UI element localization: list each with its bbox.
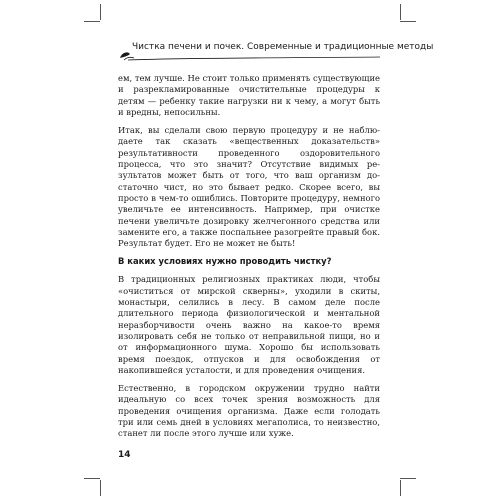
body-paragraph: Естественно, в городском окружении трудно найти идеальную со всех точек зрения возможность для проведения очищения организма. Даже если голодать три или семь дней в условиях мегаполиса, то неизвестно, станет ли после этого лучше или хуже.: [118, 383, 380, 439]
crop-mark: [400, 4, 401, 20]
crop-mark: [400, 480, 401, 496]
page-number: 14: [118, 450, 131, 460]
body-paragraph: В традиционных религиозных практиках люди, чтобы «очиститься от мирской скверны», уходили в скиты, монастыри, селились в лесу. В самом деле после длительного периода физиологической и ментальной неразборчивости очень важно на какое-то время изолировать себя не только от неправильной пищи, но и от информационного шума. Хорошо бы использовать время поездок, отпусков и для освобождения от накопившейся усталости, и для проведения очищения.: [118, 274, 380, 375]
crop-mark: [84, 478, 100, 479]
leaf-swirl-ornament-icon: [118, 48, 380, 62]
crop-mark: [84, 21, 100, 22]
crop-mark: [400, 21, 416, 22]
body-paragraph: Итак, вы сделали свою первую процедуру и не наблюдаете так сказать «вещественных доказательств» результативности проведенного оздоровительного процесса, что это значит? Отсутствие видимых результатов может быть от того, что ваш организм достаточно чист, но это бывает редко. Скорее всего, вы просто в чем-то ошиблись. Повторите процедуру, немного увеличьте ее интенсивность. Например, при очистке печени увеличьте дозировку желчегонного средства или замените его, а также поспальнее разогрейте правый бок. Результат будет. Его не может не быть!: [118, 125, 380, 249]
running-header: [118, 40, 434, 64]
crop-mark: [100, 4, 101, 20]
running-header-title: Чистка печени и почек. Современные и традиционные методы: [132, 42, 434, 52]
crop-mark: [400, 478, 416, 479]
page-body: [118, 73, 380, 447]
section-heading: В каких условиях нужно проводить чистку?: [118, 256, 332, 267]
crop-mark: [100, 480, 101, 496]
body-paragraph: ем, тем лучше. Не стоит только применять существующие и разрекламированные очистительные процедуры к детям — ребенку такие нагрузки ни к чему, а могут быть и вредны, непосильны.: [118, 73, 380, 117]
